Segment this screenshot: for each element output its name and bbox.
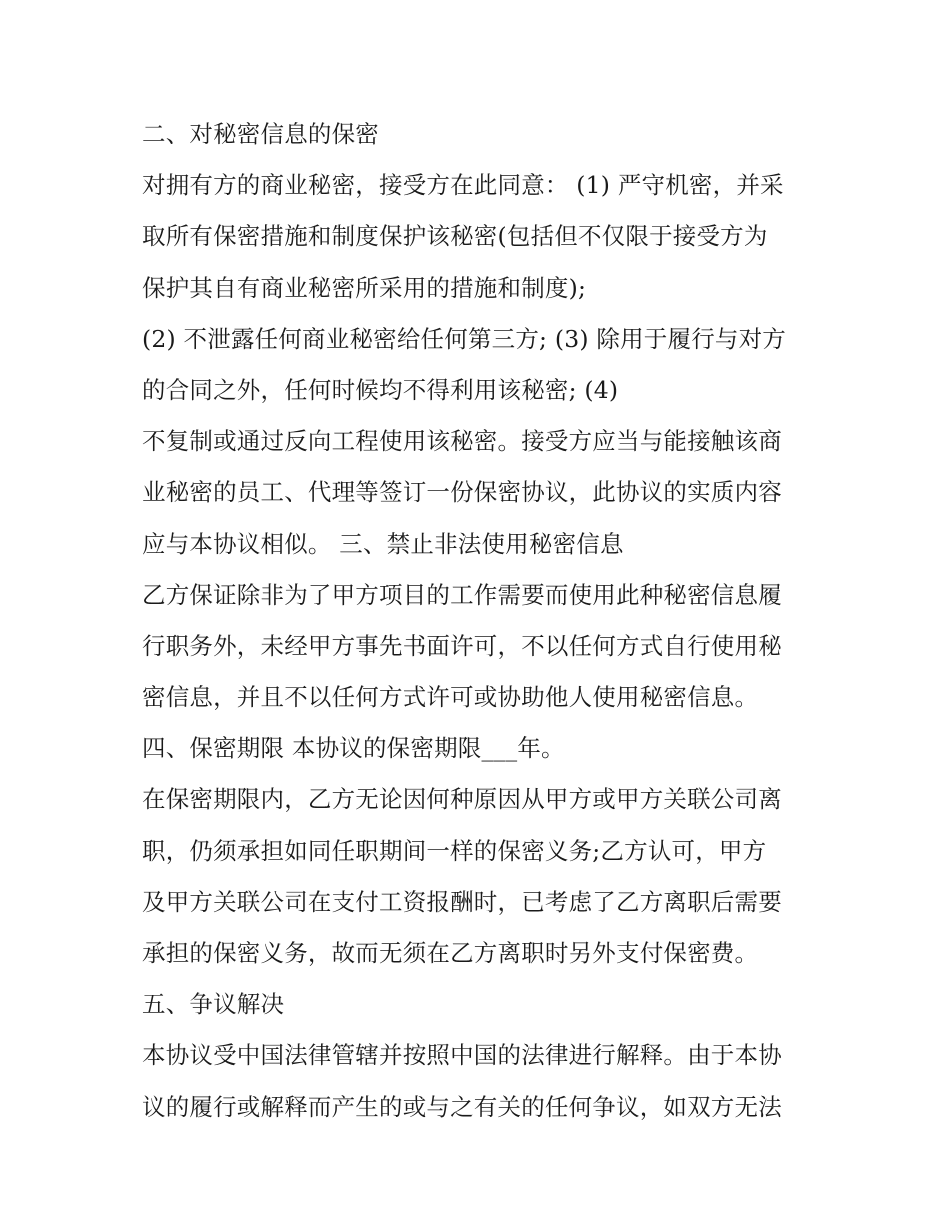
text-line: 密信息，并且不以任何方式许可或协助他人使用秘密信息。: [142, 683, 759, 712]
section-heading-dispute: 五、争议解决: [142, 990, 285, 1019]
text-line: 在保密期限内，乙方无论因何种原因从甲方或甲方关联公司离: [142, 785, 782, 814]
text-line: 承担的保密义务，故而无须在乙方离职时另外支付保密费。: [142, 939, 759, 967]
text-line: 职，仍须承担如同任职期间一样的保密义务;乙方认可，甲方: [142, 836, 767, 865]
text-line: 的合同之外，任何时候均不得利用该秘密; (4): [142, 375, 619, 404]
text-line: 对拥有方的商业秘密，接受方在此同意： (1) 严守机密，并采: [142, 171, 784, 200]
text-line: 取所有保密措施和制度保护该秘密(包括但不仅限于接受方为: [142, 222, 768, 251]
text-line: 应与本协议相似。 三、禁止非法使用秘密信息: [142, 529, 624, 558]
text-line: 议的履行或解释而产生的或与之有关的任何争议，如双方无法: [142, 1092, 782, 1121]
text-line: (2) 不泄露任何商业秘密给任何第三方; (3) 除用于履行与对方: [142, 324, 787, 353]
text-line: 行职务外，未经甲方事先书面许可，不以任何方式自行使用秘: [142, 631, 782, 660]
text-line: 不复制或通过反向工程使用该秘密。接受方应当与能接触该商: [142, 427, 782, 456]
section-heading-term: 四、保密期限 本协议的保密期限___年。: [142, 734, 565, 763]
section-heading-confidentiality: 二、对秘密信息的保密: [142, 120, 379, 148]
document-body: [142, 109, 832, 1133]
text-line: 及甲方关联公司在支付工资报酬时，已考虑了乙方离职后需要: [142, 887, 782, 916]
text-line: 乙方保证除非为了甲方项目的工作需要而使用此种秘密信息履: [142, 580, 782, 609]
text-line: 保护其自有商业秘密所采用的措施和制度);: [142, 273, 587, 302]
text-line: 本协议受中国法律管辖并按照中国的法律进行解释。由于本协: [142, 1041, 782, 1070]
text-line: 业秘密的员工、代理等签订一份保密协议，此协议的实质内容: [142, 478, 782, 507]
